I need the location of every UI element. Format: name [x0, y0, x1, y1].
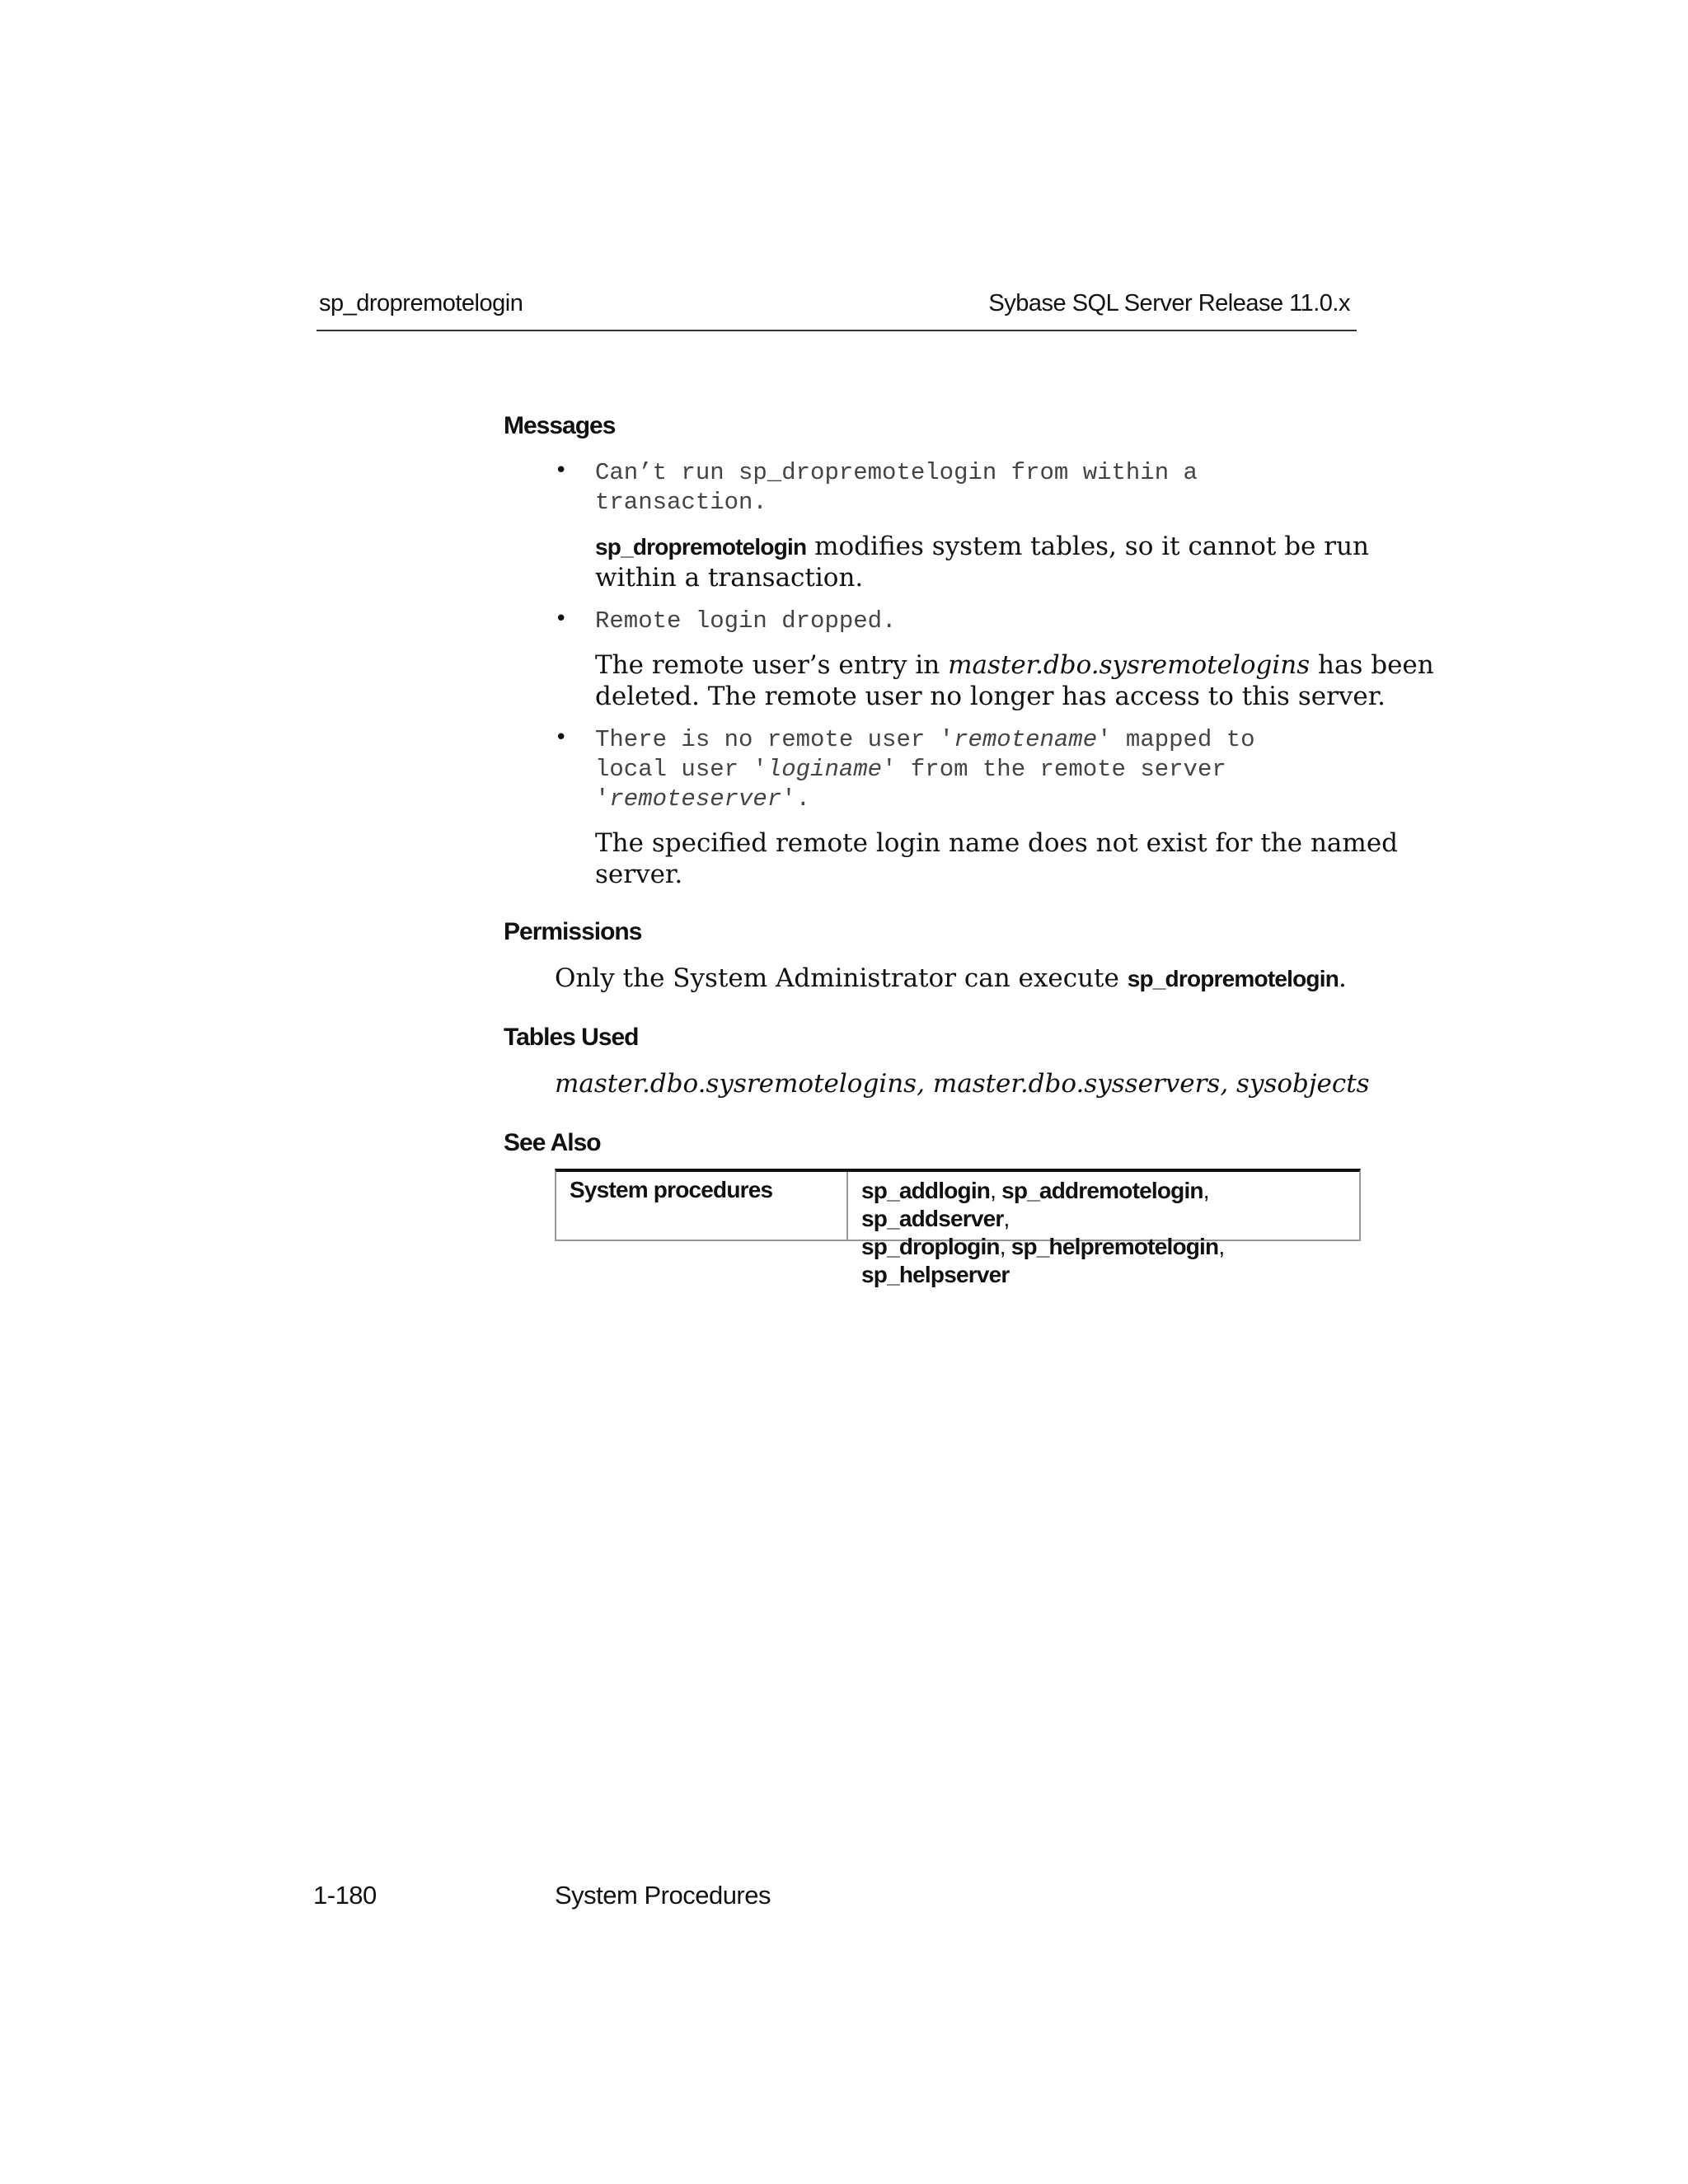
message-1-description: sp_dropremotelogin modifies system tables, so it cannot be run — [595, 532, 1369, 561]
procedure-name: sp_dropremotelogin — [1127, 966, 1339, 991]
table-divider — [846, 1172, 848, 1240]
table-name: master.dbo.sysremotelogins — [555, 1069, 917, 1099]
running-header — [316, 290, 1357, 331]
procedure-link: sp_helpremotelogin — [1010, 1234, 1219, 1259]
message-3-description-line-2: server. — [595, 860, 683, 889]
see-also-table — [555, 1169, 1361, 1287]
table-name: master.dbo.sysremotelogins — [948, 650, 1311, 680]
tables-used-list: master.dbo.sysremotelogins, master.dbo.sysservers, sysobjects — [555, 1069, 1370, 1099]
procedure-link: sp_addlogin — [861, 1178, 991, 1203]
footer-page-number: 1-180 — [313, 1881, 377, 1910]
header-procedure-name: sp_dropremotelogin — [319, 290, 523, 316]
message-2-code: Remote login dropped. — [595, 607, 897, 635]
bullet-icon: • — [555, 725, 568, 750]
bullet-icon: • — [555, 607, 568, 631]
message-1-description-line-2: within a transaction. — [595, 563, 864, 593]
procedure-name: sp_dropremotelogin — [595, 534, 807, 560]
procedure-link: sp_addserver — [861, 1206, 1004, 1231]
procedure-link: sp_droplogin — [861, 1234, 1000, 1259]
message-3-code-line-3: 'remoteserver'. — [595, 785, 811, 813]
message-1-code-line-1: Can’t run sp_dropremotelogin from within a — [595, 459, 1198, 486]
message-2-description-line-2: deleted. The remote user no longer has access to this server. — [595, 682, 1386, 711]
message-1-code-line-2: transaction. — [595, 489, 767, 516]
permissions-heading: Permissions — [504, 918, 642, 945]
table-category-cell: System procedures — [570, 1177, 773, 1202]
header-release: Sybase SQL Server Release 11.0.x — [988, 290, 1350, 316]
message-3-description: The specified remote login name does not exist for the named — [595, 828, 1399, 858]
procedure-link: sp_addremotelogin — [1001, 1178, 1203, 1203]
table-name: sysobjects — [1236, 1069, 1370, 1099]
see-also-heading: See Also — [504, 1129, 601, 1156]
message-3-code-line-1: There is no remote user 'remotename' mapped to — [595, 726, 1255, 753]
bullet-icon: • — [555, 458, 568, 483]
table-name: master.dbo.sysservers — [932, 1069, 1221, 1099]
message-2-description: The remote user’s entry in master.dbo.sysremotelogins has been — [595, 650, 1434, 680]
tables-used-heading: Tables Used — [504, 1024, 639, 1051]
messages-heading: Messages — [504, 412, 616, 439]
procedure-link: sp_helpserver — [861, 1262, 1010, 1287]
footer-title: System Procedures — [555, 1881, 771, 1910]
table-procedures-cell: sp_addlogin, sp_addremotelogin, sp_addserver, sp_droplogin, sp_helpremotelogin, sp_helpserver — [861, 1178, 1225, 1287]
permissions-text: Only the System Administrator can execute sp_dropremotelogin. — [555, 963, 1347, 993]
message-3-code-line-2: local user 'loginame' from the remote server — [595, 756, 1226, 783]
